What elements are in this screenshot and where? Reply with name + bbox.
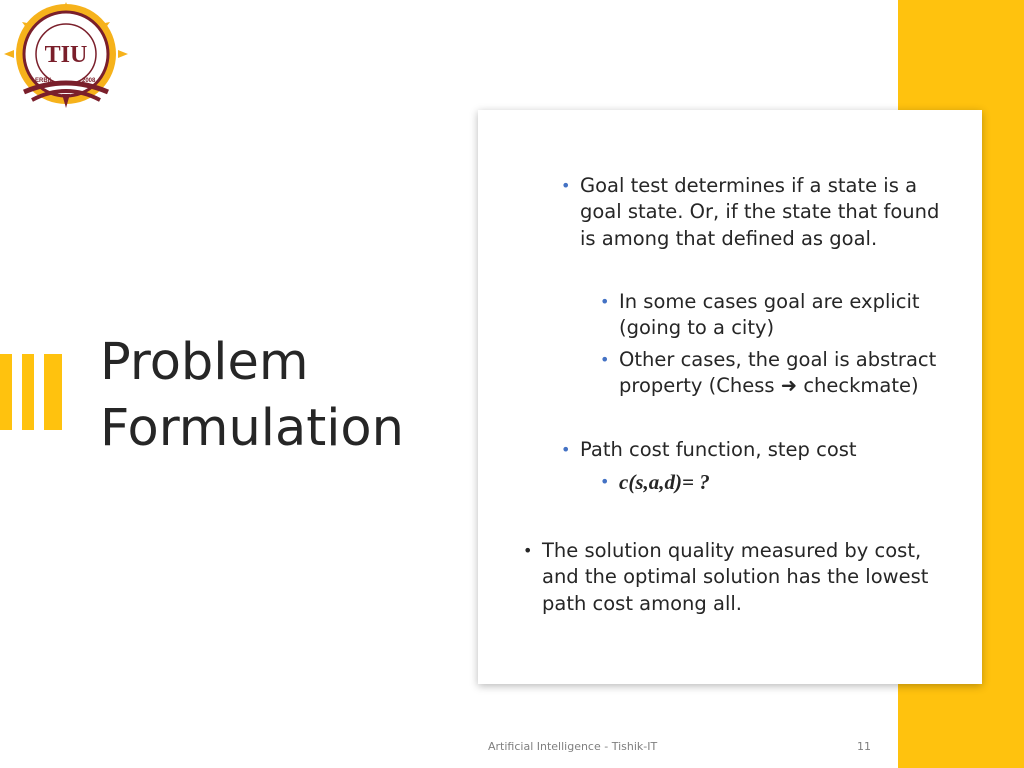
bullet-path-cost-text: Path cost function, step cost — [580, 438, 857, 461]
bullet-solution-quality-text: The solution quality measured by cost, and the optimal solution has the lowest path cost among all. — [542, 539, 929, 615]
bullet-goal-test-text: Goal test determines if a state is a goal state. Or, if the state that found is among that defined as goal. — [580, 174, 940, 250]
subbullet-abstract — [600, 347, 949, 400]
subbullet-abstract-text-2: checkmate) — [803, 374, 919, 398]
bullet-solution-quality — [523, 538, 942, 617]
bullet-dot: • — [600, 292, 610, 311]
bullet-dot: • — [600, 472, 610, 491]
accent-bars-decoration — [0, 354, 62, 430]
title-line-2: Formulation — [100, 399, 404, 458]
bullet-goal-test — [561, 173, 950, 252]
cost-formula: c(s,a,d)= ? — [619, 470, 710, 494]
bullet-dot: • — [600, 350, 610, 369]
university-logo — [2, 2, 130, 110]
right-arrow-icon: ➜ — [780, 374, 798, 398]
logo-year: 2008 — [82, 78, 96, 84]
bullet-dot: • — [561, 440, 571, 459]
bullet-path-cost — [561, 437, 950, 463]
logo-city: ERBIL — [35, 78, 53, 84]
footer-text: Artificial Intelligence - Tishik-IT — [488, 740, 658, 753]
bullet-dot: • — [561, 176, 571, 195]
subbullet-abstract-text-1: Other cases, the goal is abstract property (Chess — [619, 348, 937, 398]
bullet-dot: • — [523, 541, 533, 560]
title-line-1: Problem — [100, 333, 309, 392]
subbullet-explicit-text: In some cases goal are explicit (going to a city) — [619, 290, 920, 340]
slide-title — [100, 330, 460, 462]
subbullet-explicit — [600, 289, 949, 342]
logo-initials: TIU — [44, 42, 88, 68]
page-number: 11 — [857, 740, 871, 753]
subbullet-formula — [600, 469, 949, 496]
